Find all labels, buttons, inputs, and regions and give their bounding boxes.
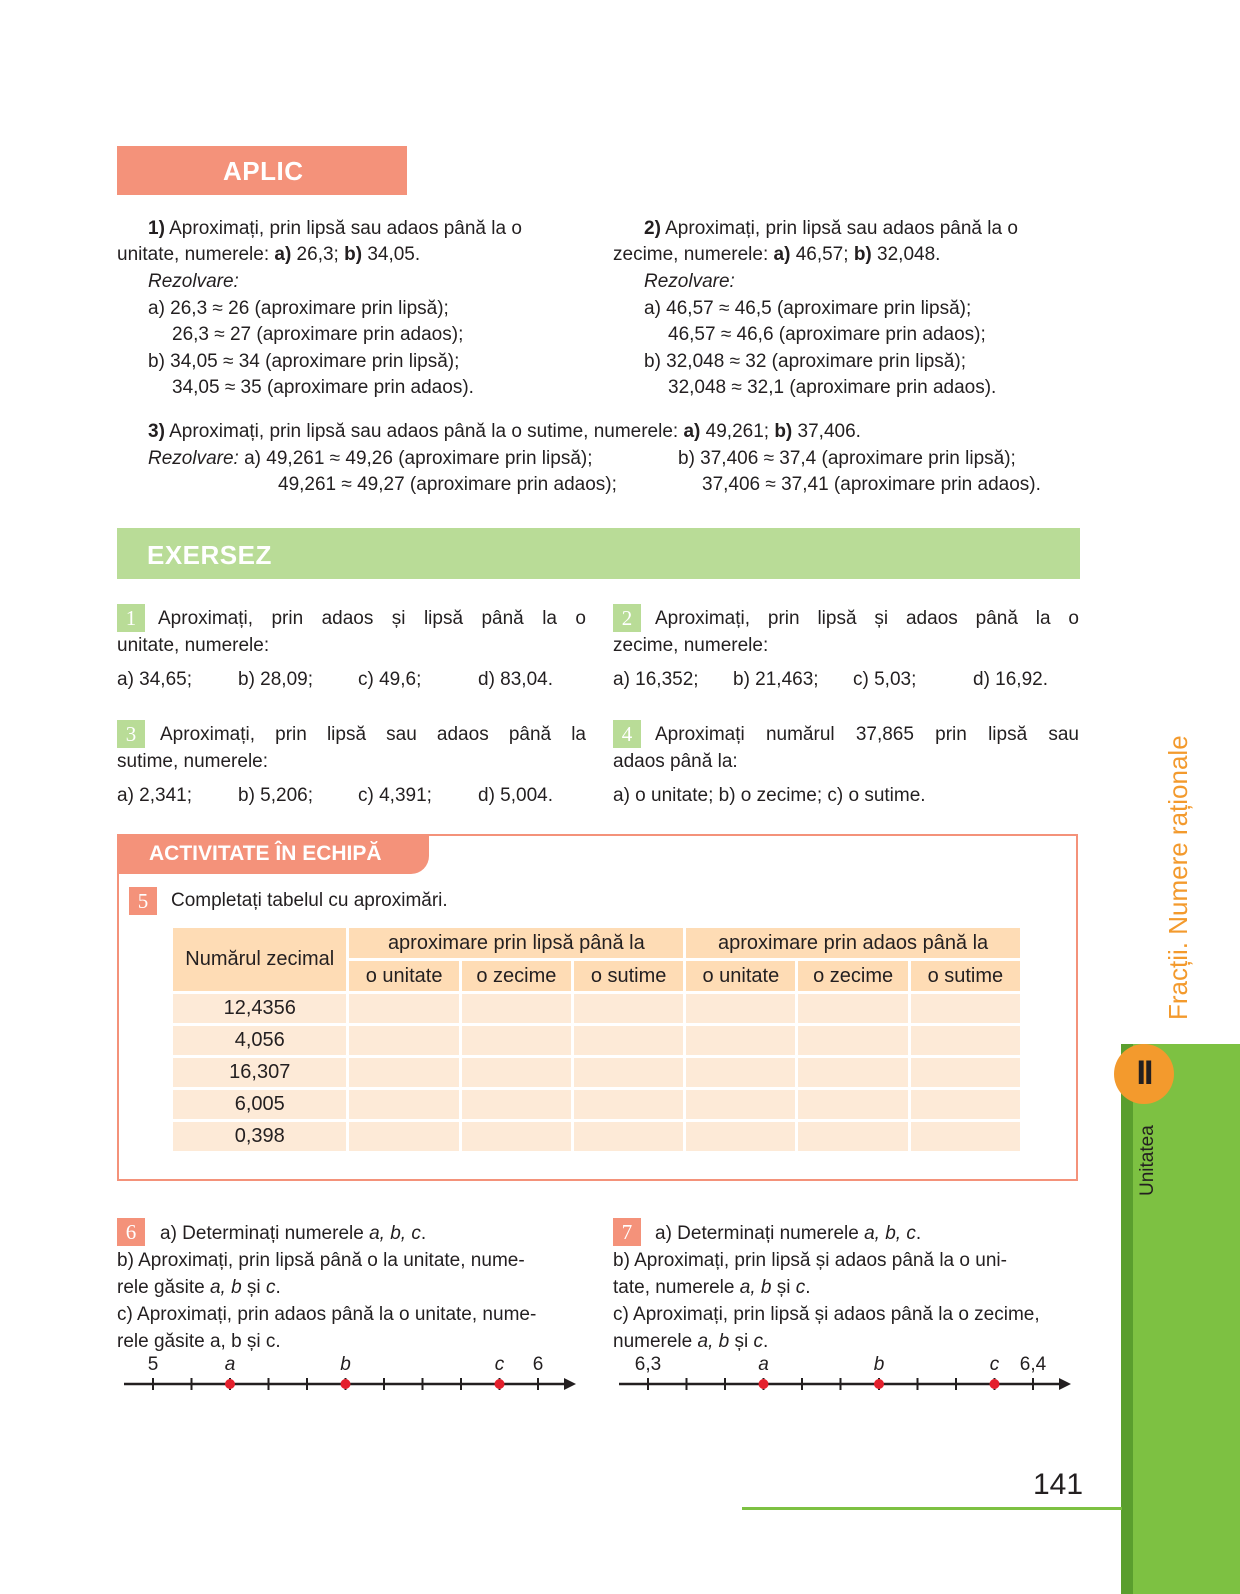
table-cell-empty[interactable] <box>685 1057 797 1089</box>
exersez-header <box>117 528 1080 579</box>
table-cell-empty[interactable] <box>573 1089 685 1121</box>
approximation-table <box>170 925 1023 1154</box>
table-subheader: o zecime <box>460 960 572 993</box>
exercise-2-opt-a: a) 16,352; <box>613 669 699 690</box>
table-cell-empty[interactable] <box>348 1057 460 1089</box>
axis-start-label: 5 <box>147 1354 159 1375</box>
aplic-ex1-r3: b) 34,05 ≈ 34 (aproximare prin lipsă); <box>148 351 460 372</box>
axis-start-label: 6,3 <box>634 1354 662 1375</box>
exercise-6-l1: a) Determinați numerele a, b, c. <box>160 1223 427 1244</box>
aplic-ex2-r3: b) 32,048 ≈ 32 (aproximare prin lipsă); <box>644 351 966 372</box>
exercise-3-opt-d: d) 5,004. <box>478 785 553 806</box>
exercise-2-opt-b: b) 21,463; <box>733 669 819 690</box>
exercise-3-opt-a: a) 2,341; <box>117 785 192 806</box>
unit-label: Unitatea <box>1137 1125 1158 1196</box>
exercise-2-line2: zecime, numerele: <box>613 635 769 656</box>
table-cell-empty[interactable] <box>685 1121 797 1153</box>
exercise-6-l3: rele găsite a, b și c. <box>117 1277 281 1298</box>
unit-badge-number: II <box>1136 1054 1152 1092</box>
exercise-1-opt-a: a) 34,65; <box>117 669 192 690</box>
table-cell-empty[interactable] <box>348 993 460 1025</box>
aplic-ex2-r1: a) 46,57 ≈ 46,5 (aproximare prin lipsă); <box>644 298 972 319</box>
table-cell-empty[interactable] <box>909 993 1021 1025</box>
aplic-ex2-r4: 32,048 ≈ 32,1 (aproximare prin adaos). <box>668 377 997 398</box>
axis-point-label-c: c <box>989 1354 1000 1375</box>
aplic-ex3-r2b: 37,406 ≈ 37,41 (aproximare prin adaos). <box>702 474 1041 495</box>
aplic-ex2-r2: 46,57 ≈ 46,6 (aproximare prin adaos); <box>668 324 986 345</box>
table-cell-empty[interactable] <box>460 993 572 1025</box>
table-row <box>172 1025 1022 1057</box>
table-row <box>172 993 1022 1025</box>
table-row <box>172 1057 1022 1089</box>
table-header-lipsa: aproximare prin lipsă până la <box>348 927 685 960</box>
exercise-1-line2: unitate, numerele: <box>117 635 270 656</box>
exercise-1-opt-b: b) 28,09; <box>238 669 313 690</box>
exercise-1-opt-d: d) 83,04. <box>478 669 553 690</box>
table-cell-empty[interactable] <box>797 1089 909 1121</box>
table-cell-empty[interactable] <box>797 1025 909 1057</box>
table-cell-empty[interactable] <box>797 1121 909 1153</box>
table-cell-empty[interactable] <box>460 1025 572 1057</box>
axis-point-label-b: b <box>340 1354 351 1375</box>
exercise-1-number: 1 <box>117 604 145 632</box>
exercise-7-l3: tate, numerele a, b și c. <box>613 1277 811 1298</box>
axis-point-c <box>990 1379 1000 1389</box>
table-cell-empty[interactable] <box>685 1025 797 1057</box>
number-line-6 <box>120 1354 590 1418</box>
exercise-3-line2: sutime, numerele: <box>117 751 269 772</box>
exercise-3-line1: Aproximați, prin lipsă sau adaos până la <box>160 724 586 745</box>
number-line-7 <box>615 1354 1085 1418</box>
aplic-header <box>117 146 407 195</box>
table-subheader: o zecime <box>797 960 909 993</box>
exercise-5-instruction: Completați tabelul cu aproximări. <box>171 890 448 911</box>
axis-point-a <box>759 1379 769 1389</box>
unit-badge <box>1114 1044 1174 1104</box>
axis-point-b <box>341 1379 351 1389</box>
table-cell-empty[interactable] <box>348 1089 460 1121</box>
exercise-6-l5: rele găsite a, b și c. <box>117 1331 281 1352</box>
axis-point-label-c: c <box>494 1354 505 1375</box>
exercise-3-opt-b: b) 5,206; <box>238 785 313 806</box>
table-header-decimal: Numărul zecimal <box>172 927 348 993</box>
axis-point-label-a: a <box>224 1354 236 1375</box>
aplic-ex3-r1b: b) 37,406 ≈ 37,4 (aproximare prin lipsă); <box>678 448 1016 469</box>
table-cell-empty[interactable] <box>460 1121 572 1153</box>
axis-point-b <box>874 1379 884 1389</box>
exercise-4-number: 4 <box>613 720 641 748</box>
team-activity-title: ACTIVITATE ÎN ECHIPĂ <box>149 842 382 865</box>
aplic-ex2-line2: zecime, numerele: a) 46,57; b) 32,048. <box>613 244 941 265</box>
table-cell-empty[interactable] <box>573 1121 685 1153</box>
axis-end-label: 6,4 <box>1019 1354 1047 1375</box>
aplic-ex2-line1: 2) Aproximați, prin lipsă sau adaos până la o <box>644 218 1018 239</box>
exercise-4-line1: Aproximați numărul 37,865 prin lipsă sau <box>655 724 1079 745</box>
table-header-adaos: aproximare prin adaos până la <box>685 927 1022 960</box>
table-cell-empty[interactable] <box>909 1121 1021 1153</box>
footer-rule <box>742 1507 1122 1510</box>
axis-point-label-b: b <box>873 1354 885 1375</box>
axis-point-label-a: a <box>758 1354 769 1375</box>
table-cell-empty[interactable] <box>797 993 909 1025</box>
table-cell-decimal: 16,307 <box>172 1057 348 1089</box>
exercise-6-l2: b) Aproximați, prin lipsă până o la unitate, nume- <box>117 1250 525 1271</box>
table-cell-empty[interactable] <box>460 1089 572 1121</box>
table-cell-decimal: 4,056 <box>172 1025 348 1057</box>
aplic-ex1-rezolvare: Rezolvare: <box>148 271 239 292</box>
exercise-3-number: 3 <box>117 720 145 748</box>
table-row <box>172 1089 1022 1121</box>
table-cell-empty[interactable] <box>797 1057 909 1089</box>
axis-end-label: 6 <box>532 1354 544 1375</box>
axis-point-c <box>495 1379 505 1389</box>
aplic-ex3-r2a: 49,261 ≈ 49,27 (aproximare prin adaos); <box>278 474 617 495</box>
table-cell-empty[interactable] <box>685 993 797 1025</box>
exercise-7-l1: a) Determinați numerele a, b, c. <box>655 1223 922 1244</box>
table-cell-empty[interactable] <box>573 1057 685 1089</box>
aplic-title: APLIC <box>223 156 304 186</box>
table-cell-decimal: 0,398 <box>172 1121 348 1153</box>
table-cell-empty[interactable] <box>573 993 685 1025</box>
table-subheader: o unitate <box>348 960 460 993</box>
table-cell-empty[interactable] <box>348 1121 460 1153</box>
exercise-4-options: a) o unitate; b) o zecime; c) o sutime. <box>613 785 926 806</box>
exercise-5-number: 5 <box>129 887 157 915</box>
aplic-ex1-r4: 34,05 ≈ 35 (aproximare prin adaos). <box>172 377 474 398</box>
exercise-3-opt-c: c) 4,391; <box>358 785 432 806</box>
exercise-7-number: 7 <box>613 1218 641 1246</box>
exersez-title: EXERSEZ <box>147 540 272 570</box>
table-row <box>172 1121 1022 1153</box>
table-cell-empty[interactable] <box>460 1057 572 1089</box>
axis-arrow-icon <box>1059 1378 1071 1390</box>
exercise-1-line1: Aproximați, prin adaos și lipsă până la o <box>158 608 586 629</box>
aplic-ex3-r1a: Rezolvare: a) 49,261 ≈ 49,26 (aproximare prin lipsă); <box>148 448 593 469</box>
aplic-ex1-r2: 26,3 ≈ 27 (aproximare prin adaos); <box>172 324 464 345</box>
exercise-2-opt-c: c) 5,03; <box>853 669 917 690</box>
exercise-2-number: 2 <box>613 604 641 632</box>
axis-point-a <box>225 1379 235 1389</box>
table-cell-empty[interactable] <box>909 1025 1021 1057</box>
exercise-1-opt-c: c) 49,6; <box>358 669 422 690</box>
page-number: 141 <box>1033 1468 1084 1501</box>
aplic-ex1-line2: unitate, numerele: a) 26,3; b) 34,05. <box>117 244 421 265</box>
table-subheader: o sutime <box>909 960 1021 993</box>
exercise-6-number: 6 <box>117 1218 145 1246</box>
table-cell-empty[interactable] <box>909 1089 1021 1121</box>
exercise-2-line1: Aproximați, prin lipsă și adaos până la o <box>655 608 1079 629</box>
exercise-4-line2: adaos până la: <box>613 751 738 772</box>
aplic-ex1-r1: a) 26,3 ≈ 26 (aproximare prin lipsă); <box>148 298 449 319</box>
side-band-shadow <box>1121 1044 1133 1594</box>
exercise-7-l4: c) Aproximați, prin lipsă și adaos până la o zecime, <box>613 1304 1040 1325</box>
table-cell-decimal: 12,4356 <box>172 993 348 1025</box>
unit-title: Fracții. Numere raționale <box>1163 735 1193 1020</box>
aplic-ex1-line1: 1) Aproximați, prin lipsă sau adaos până la o <box>148 218 522 239</box>
table-subheader: o unitate <box>685 960 797 993</box>
table-cell-decimal: 6,005 <box>172 1089 348 1121</box>
team-activity-tab <box>117 834 429 874</box>
table-cell-empty[interactable] <box>348 1025 460 1057</box>
exercise-7-l2: b) Aproximați, prin lipsă și adaos până la o uni- <box>613 1250 1007 1271</box>
table-subheader: o sutime <box>573 960 685 993</box>
exercise-7-l5: numerele a, b și c. <box>613 1331 769 1352</box>
table-cell-empty[interactable] <box>573 1025 685 1057</box>
axis-arrow-icon <box>564 1378 576 1390</box>
table-cell-empty[interactable] <box>685 1089 797 1121</box>
table-cell-empty[interactable] <box>909 1057 1021 1089</box>
exercise-6-l4: c) Aproximați, prin adaos până la o unitate, nume- <box>117 1304 537 1325</box>
exercise-2-opt-d: d) 16,92. <box>973 669 1048 690</box>
aplic-ex2-rezolvare: Rezolvare: <box>644 271 735 292</box>
aplic-ex3-line1: 3) Aproximați, prin lipsă sau adaos până la o sutime, numerele: a) 49,261; b) 37,406. <box>148 421 861 442</box>
